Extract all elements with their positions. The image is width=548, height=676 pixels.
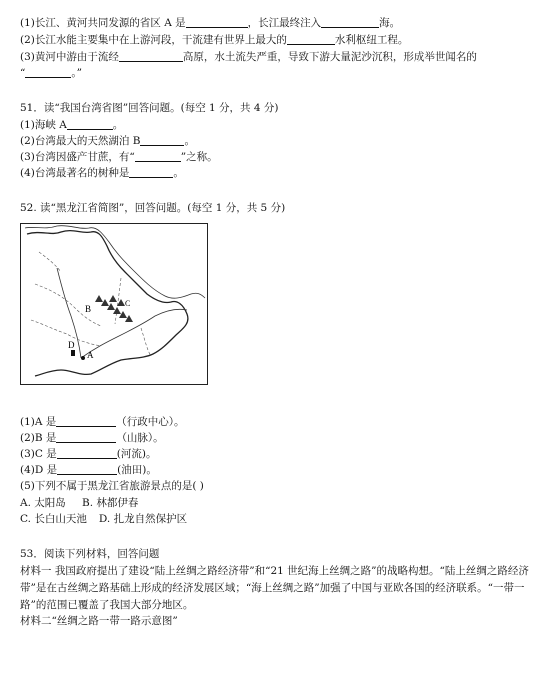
answer-blank[interactable] (56, 415, 116, 427)
q52-options-row2 (20, 511, 199, 527)
q50-3-cont: “ 。” (20, 67, 82, 79)
heilongjiang-map-figure (21, 224, 207, 384)
boundary-line (141, 328, 151, 356)
q51-4: (4)台湾最著名的树种是 。 (20, 167, 184, 179)
answer-blank[interactable] (135, 150, 181, 162)
q51-2: (2)台湾最大的天然湖泊 B 。 (20, 135, 195, 147)
q51-title: 51．读“我国台湾省图”回答问题。(每空 1 分，共 4 分) (20, 102, 279, 114)
answer-blank[interactable] (129, 166, 173, 178)
boundary-line (31, 320, 101, 346)
q52-1: (1)A 是 （行政中心）。 (20, 416, 185, 428)
answer-blank[interactable] (56, 431, 116, 443)
material-two: 材料二“丝绸之路一带一路示意图” (20, 615, 178, 627)
option-d[interactable]: D. 扎龙自然保护区 (98, 513, 188, 525)
city-marker (81, 356, 85, 360)
answer-blank[interactable] (67, 118, 113, 130)
map-label-b: B (85, 304, 92, 314)
option-c[interactable]: C. 长白山天池 (20, 513, 87, 525)
q51-3: (3)台湾因盛产甘蔗，有“ ”之称。 (20, 151, 218, 163)
boundary-line (35, 284, 101, 326)
map-label-d: D (68, 340, 75, 350)
q53-title: 53．阅读下列材料，回答问题 (20, 548, 160, 560)
answer-blank[interactable] (25, 66, 71, 78)
q50-2: (2)长江水能主要集中在上游河段，干流建有世界上最大的 水利枢纽工程。 (20, 34, 409, 46)
q50-1: (1)长江、黄河共同发源的省区 A 是 ，长江最终注入 海。 (20, 17, 401, 29)
q51-1: (1)海峡 A 。 (20, 119, 124, 131)
heilongjiang-map (20, 223, 208, 385)
material-one: 材料一 我国政府提出了建设“陆上丝绸之路经济带”和“21 世纪海上丝绸之路”的战略构想。“陆上丝绸之路经济带”是在古丝绸之路基础上形成的经济发展区域；“海上丝绸之路”加强了中国与亚欧各国的经济联系。“一带一路”的范围已覆盖了我国大部分地区。 (20, 565, 529, 611)
q52-options-row1 (20, 495, 150, 511)
q52-5: (5)下列不属于黑龙江省旅游景点的是( ) (20, 480, 204, 492)
option-b[interactable]: B. 林都伊春 (82, 497, 139, 509)
river-songhua (81, 309, 187, 358)
q52-4: (4)D 是 (油田)。 (20, 464, 157, 476)
option-a[interactable]: A. 太阳岛 (20, 497, 66, 509)
answer-blank[interactable] (287, 33, 335, 45)
q52-title: 52. 读“黑龙江省简图”，回答问题。(每空 1 分，共 5 分) (20, 202, 286, 214)
province-border (27, 231, 188, 376)
answer-blank[interactable] (57, 463, 117, 475)
oilfield-marker (71, 350, 75, 356)
q52-2: (2)B 是 （山脉）。 (20, 432, 164, 444)
river-heilongjiang (25, 226, 205, 299)
answer-blank[interactable] (140, 134, 184, 146)
answer-blank[interactable] (186, 16, 248, 28)
boundary-line (39, 252, 61, 272)
map-label-c: C (125, 299, 131, 308)
q50-3: (3)黄河中游由于流经 高原，水土流失严重，导致下游大量泥沙沉积，形成举世闻名的 (20, 51, 477, 63)
answer-blank[interactable] (321, 16, 379, 28)
answer-blank[interactable] (119, 50, 183, 62)
answer-blank[interactable] (57, 447, 117, 459)
map-label-a: A (87, 350, 94, 360)
q52-3: (3)C 是 (河流)。 (20, 448, 157, 460)
